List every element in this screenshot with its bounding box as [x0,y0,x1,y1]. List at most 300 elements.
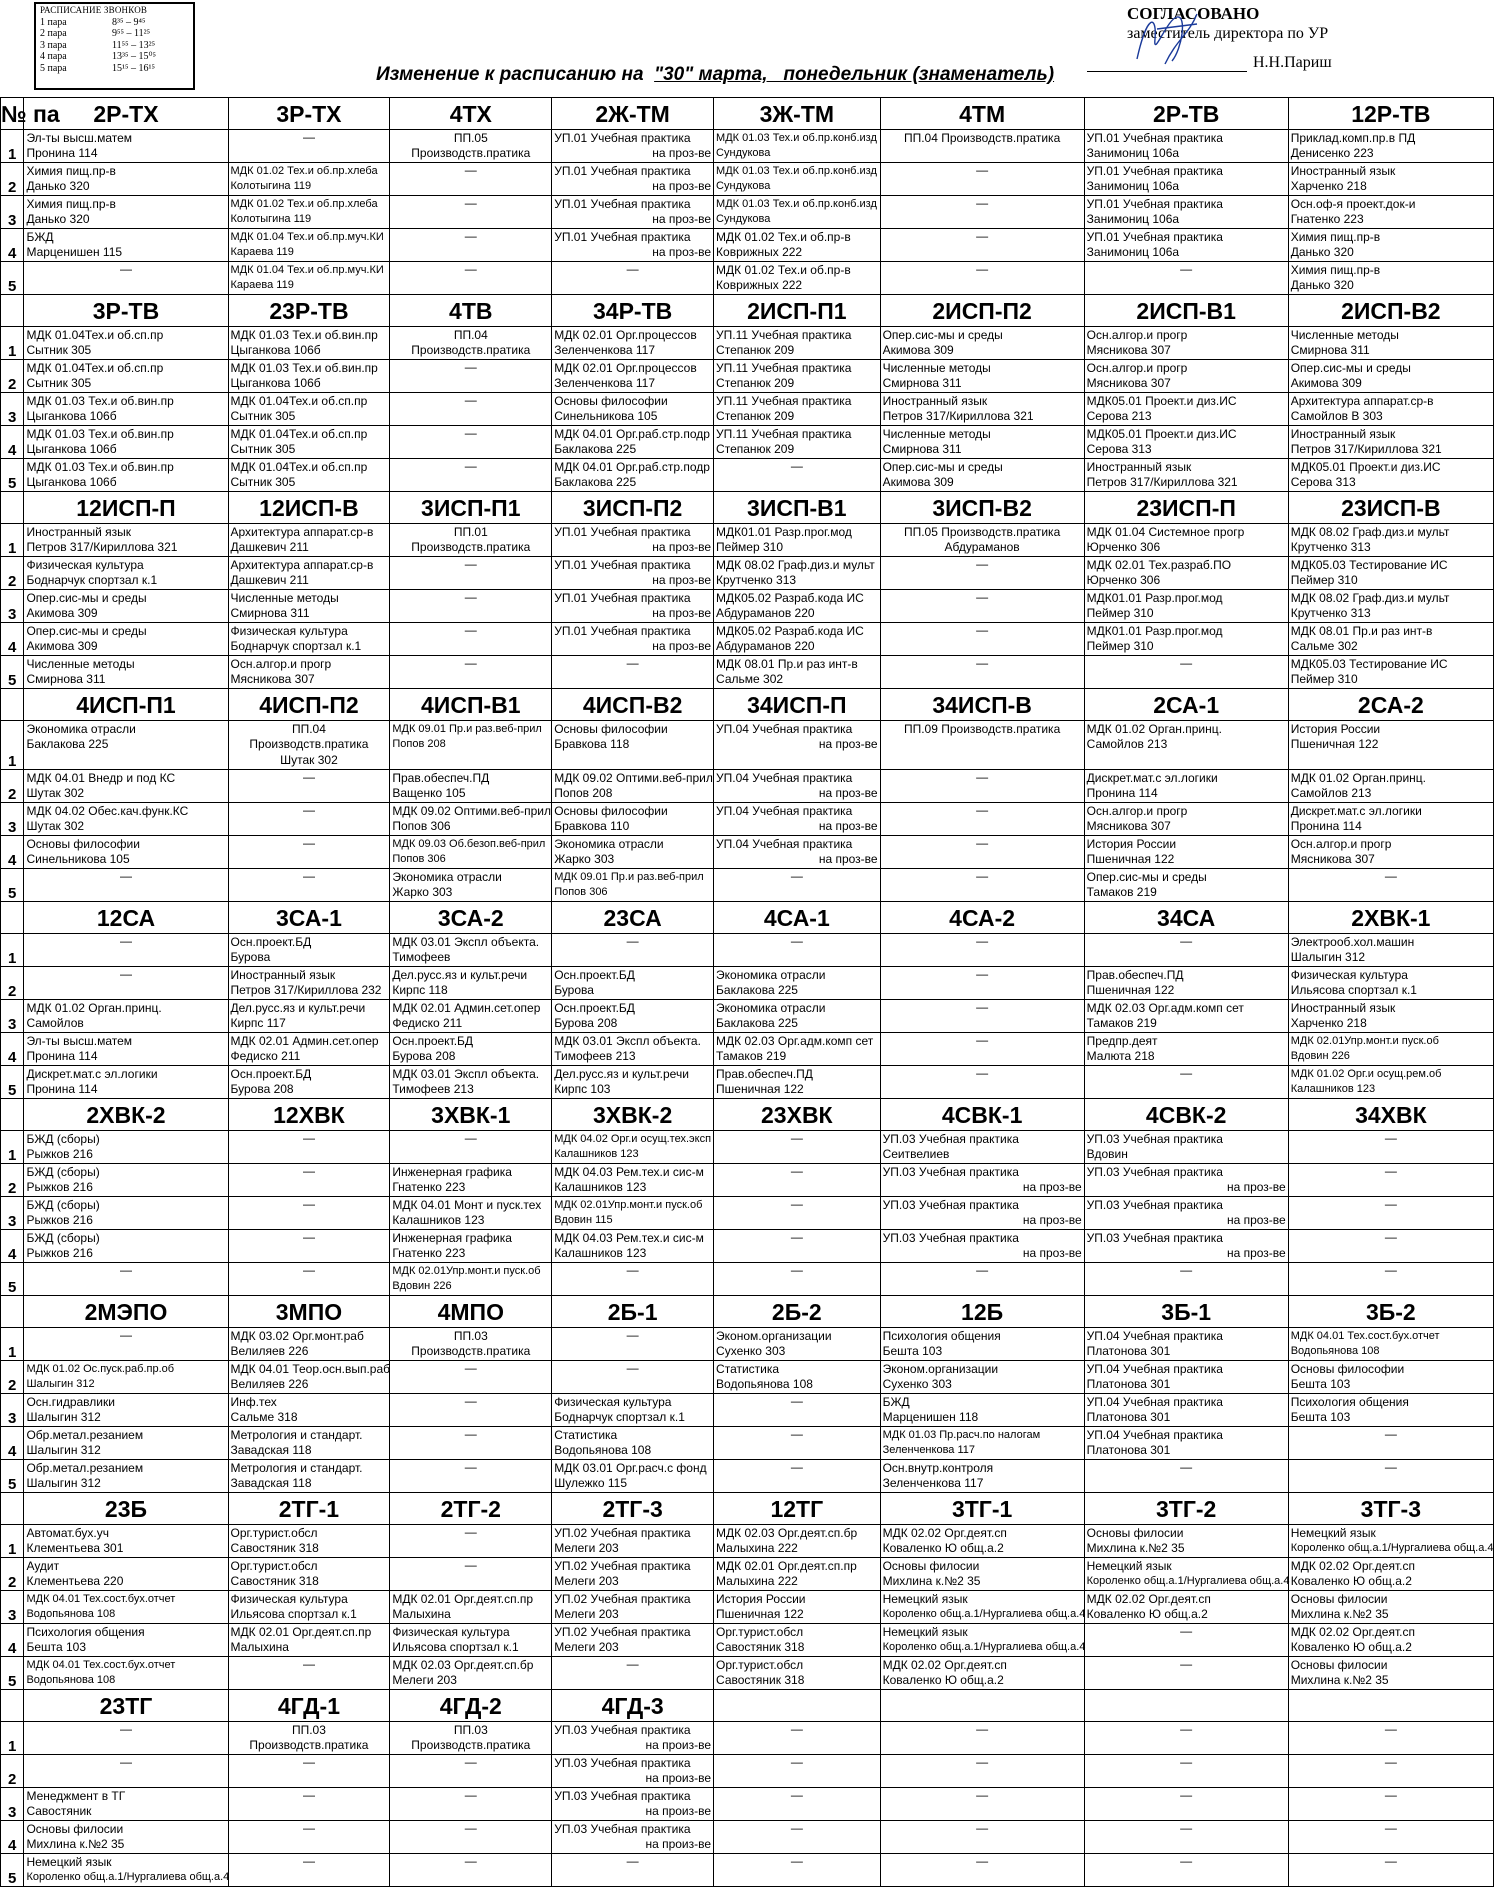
teacher-room: Водопьянова 108 [26,1674,116,1686]
lesson-cell: — [714,869,881,902]
lesson-cell [552,623,714,656]
subject-name: МДК 01.02 Тех.и об.пр.хлеба [230,198,378,210]
lesson-cell [24,1033,228,1066]
lesson-cell [714,524,881,557]
subject-name: Дискрет.мат.с эл.логики [26,1067,158,1081]
subject-name: МДК01.01 Разр.прог.мод [1086,624,1223,638]
pair-number-header [1,1296,24,1328]
lesson-cell [880,1328,1084,1361]
lesson-row [1,130,1494,163]
subject-name: УП.03 Учебная практика [882,1198,1019,1212]
lesson-row [1,1164,1494,1197]
teacher-room: Самойлов [26,1016,84,1030]
lesson-cell [880,393,1084,426]
lesson-cell [552,1197,714,1230]
teacher-room: Завадская 118 [230,1443,312,1457]
group-header-row [1,492,1494,524]
lesson-cell [1084,1558,1288,1591]
subject-name: Осн.алгор.и прогр [1086,804,1188,818]
teacher-room: Баклакова 225 [716,1016,798,1030]
lesson-cell: — [390,229,552,262]
teacher-room: Производств.пратика [411,1738,531,1752]
subject-name: Опер.сис-мы и среды [882,460,1003,474]
lesson-cell [24,1197,228,1230]
subject-name: УП.01 Учебная практика [554,164,691,178]
subject-name: МДК 01.03 Тех.и об.пр.конб.изд [716,198,877,210]
lesson-row [1,1197,1494,1230]
lesson-cell: — [390,262,552,295]
subject-name: УП.02 Учебная практика [554,1526,691,1540]
subject-name: Иностранный язык [1290,164,1396,178]
lesson-cell [714,1525,881,1558]
subject-name: УП.03 Учебная практика [1086,1132,1223,1146]
subject-name: История России [1290,722,1381,736]
lesson-cell [390,1230,552,1263]
lesson-cell [880,1624,1084,1657]
teacher-room: Тимофеев 213 [392,1082,474,1096]
lesson-cell [24,1164,228,1197]
lesson-cell: — [24,1263,228,1296]
subject-name: МДК 01.04Тех.и об.сп.пр [26,328,164,342]
subject-name: Основы философии [1290,1362,1405,1376]
lesson-cell [228,1558,390,1591]
subject-name: Осн.оф-я проект.док-и [1290,197,1416,211]
subject-name: МДК 04.02 Орг.и осущ.тех.эксп [554,1133,712,1145]
subject-name: УП.03 Учебная практика [554,1723,691,1737]
teacher-room: Бешта 103 [26,1640,87,1654]
lesson-cell [24,1000,228,1033]
lesson-cell [24,196,228,229]
lesson-cell: — [1084,1263,1288,1296]
group-name: 4ИСП-П1 [24,689,228,721]
lesson-cell [1084,1361,1288,1394]
lesson-cell [714,360,881,393]
lesson-cell [714,1000,881,1033]
pair-number-header [1,1099,24,1131]
subject-name: МДК05.01 Проект.и диз.ИС [1086,394,1237,408]
subject-name: МДК 08.02 Граф.диз.и мульт [1290,591,1450,605]
teacher-room: Короленко общ.а.1/Нургалиева общ.а.4 [26,1871,230,1883]
teacher-room: Попов 208 [392,738,446,750]
title-date: "30" марта, [654,64,768,85]
lesson-cell [714,196,881,229]
subject-name: МДК 01.02 Тех.и об.пр.хлеба [230,165,378,177]
teacher-room: Коврижных 222 [716,245,803,259]
teacher-room: Зеленченкова 117 [882,1476,984,1490]
lesson-cell [552,426,714,459]
subject-name: Инженерная графика [392,1231,512,1245]
teacher-room: Савостяник 318 [230,1574,319,1588]
subject-name: Орг.турист.обсл [230,1526,318,1540]
lesson-cell [1288,163,1493,196]
lesson-cell: — [552,262,714,295]
group-header-row [1,1296,1494,1328]
lesson-cell: — [880,656,1084,689]
subject-name: Экономика отрасли [26,722,136,736]
subject-name: Иностранный язык [230,968,336,982]
teacher-room: на проз-ве [818,852,878,866]
teacher-room: Платонова 301 [1086,1443,1171,1457]
pair-number: 2 [1,360,24,393]
lesson-cell [1288,262,1493,295]
group-name: 3Р-ТВ [24,295,228,327]
teacher-room: Федиско 211 [230,1049,301,1063]
lesson-row [1,229,1494,262]
teacher-room: Баклакова 225 [26,737,109,751]
lesson-cell: — [228,1821,390,1854]
lesson-cell: — [390,196,552,229]
lesson-cell [714,967,881,1000]
lesson-cell: — [24,869,228,902]
subject-name: Обр.метал.резанием [26,1428,144,1442]
lesson-row [1,1361,1494,1394]
bell-time: 8³⁵ – 9⁴⁵ [112,16,146,28]
pair-number: 3 [1,590,24,623]
subject-name: МДК 04.02 Обес.кач.функ.КС [26,804,189,818]
lesson-cell [880,1525,1084,1558]
lesson-cell [552,967,714,1000]
subject-name: Дискрет.мат.с эл.логики [1290,804,1422,818]
pair-number: 3 [1,393,24,426]
subject-name: МДК 02.02 Орг.деят.сп [1290,1559,1415,1573]
subject-name: МДК 02.01 Орг.процессов [554,328,697,342]
lesson-row [1,623,1494,656]
teacher-room: Караева 119 [230,246,294,258]
lesson-cell: — [228,1230,390,1263]
lesson-cell [552,1394,714,1427]
lesson-row [1,869,1494,902]
subject-name: Осн.проект.БД [554,968,635,982]
lesson-cell [880,524,1084,557]
lesson-cell: — [1084,1460,1288,1493]
lesson-cell [1084,1000,1288,1033]
teacher-room: Бурова 208 [392,1049,456,1063]
pair-number: 5 [1,262,24,295]
teacher-room: Пшеничная 122 [1290,737,1379,751]
teacher-room: Клементьева 301 [26,1541,124,1555]
teacher-room: Данько 320 [26,179,90,193]
group-name [880,1690,1084,1722]
teacher-room: на проз-ве [652,212,712,226]
lesson-cell [390,803,552,836]
group-name: 4ГД-2 [390,1690,552,1722]
teacher-room: на произ-ве [645,1837,712,1851]
lesson-row [1,1328,1494,1361]
teacher-room: Вдовин 226 [392,1280,452,1292]
teacher-room: Тамаков 219 [1086,885,1157,899]
teacher-room: Пшеничная 122 [716,1082,804,1096]
lesson-cell [1084,393,1288,426]
teacher-room: Короленко общ.а.1/Нургалиева общ.а.4 [882,1641,1086,1653]
lesson-cell [1084,360,1288,393]
bell-time: 13³⁵ – 15⁰⁵ [112,51,156,62]
teacher-room: Михлина к.№2 35 [1290,1607,1389,1621]
lesson-cell [24,360,228,393]
subject-name: Дел.русс.яз и культ.речи [230,1001,366,1015]
lesson-cell [552,524,714,557]
lesson-cell [714,130,881,163]
lesson-row [1,1263,1494,1296]
title-prefix: Изменение к расписанию на [376,64,655,85]
subject-name: МДК 02.03 Орг.адм.комп сет [716,1034,874,1048]
lesson-cell [24,590,228,623]
pair-number: 3 [1,803,24,836]
teacher-room: Степанюк 209 [716,409,795,423]
pair-number: 1 [1,327,24,360]
subject-name: МДК 02.01 Орг.деят.сп.пр [716,1559,857,1573]
teacher-room: Гнатенко 223 [1290,212,1364,226]
teacher-room: Денисенко 223 [1290,146,1374,160]
lesson-cell [24,1558,228,1591]
pair-number-header [1,1690,24,1722]
teacher-room: Сытник 305 [230,409,296,423]
group-name [1084,1690,1288,1722]
lesson-cell [1084,1164,1288,1197]
lesson-cell [552,869,714,902]
lesson-cell: — [390,656,552,689]
subject-name: МДК01.01 Разр.прог.мод [716,525,852,539]
lesson-cell: — [1084,656,1288,689]
teacher-room: Савостяник 318 [716,1673,805,1687]
pair-number-header [1,689,24,721]
teacher-room: Попов 306 [392,819,451,833]
group-name: 3ИСП-В1 [714,492,881,524]
lesson-row [1,524,1494,557]
subject-name: Иностранный язык [26,525,132,539]
lesson-cell: — [880,163,1084,196]
teacher-room: Бурова [230,950,271,964]
lesson-row [1,1624,1494,1657]
teacher-room: Зеленченкова 117 [882,1444,975,1456]
subject-name: Основы филосии [1290,1658,1388,1672]
teacher-room: Савостяник 318 [230,1541,319,1555]
lesson-cell [552,1427,714,1460]
lesson-cell [1084,1131,1288,1164]
subject-name: МДК 09.02 Оптими.веб-прил [554,771,713,785]
teacher-room: Боднарчук спортзал к.1 [554,1410,685,1424]
teacher-room: Дашкевич 211 [230,540,309,554]
lesson-cell: — [880,229,1084,262]
lesson-cell: — [552,1263,714,1296]
lesson-cell [552,1722,714,1755]
subject-name: МДК 01.04 Системное прогр [1086,525,1245,539]
subject-name: ПП.03 [453,1329,488,1343]
teacher-room: Сытник 305 [26,343,92,357]
group-name: 3ИСП-П2 [552,492,714,524]
teacher-room: Мясникова 307 [1086,376,1171,390]
lesson-cell: — [1288,1263,1493,1296]
lesson-cell [24,656,228,689]
lesson-cell [390,934,552,967]
lesson-cell [714,1066,881,1099]
lesson-cell [1084,1230,1288,1263]
lesson-cell [1084,623,1288,656]
subject-name: МДК05.02 Разраб.кода ИС [716,624,864,638]
teacher-room: на проз-ве [818,737,878,751]
teacher-room: Коваленко Ю общ.а.2 [1290,1640,1412,1654]
teacher-room: Серова 313 [1086,442,1152,456]
lesson-cell: — [390,623,552,656]
lesson-cell [228,656,390,689]
lesson-cell: — [390,1558,552,1591]
pair-number: 1 [1,1328,24,1361]
lesson-cell: — [1288,1197,1493,1230]
lesson-cell: — [228,1755,390,1788]
lesson-cell: — [228,869,390,902]
subject-name: Дел.русс.яз и культ.речи [392,968,528,982]
subject-name: Экономика отрасли [554,837,664,851]
teacher-room: на проз-ве [1226,1246,1286,1260]
subject-name: УП.03 Учебная практика [882,1231,1019,1245]
teacher-room: на проз-ве [652,146,712,160]
lesson-cell [24,803,228,836]
teacher-room: Данько 320 [26,212,90,226]
teacher-room: Шалыгин 312 [26,1378,95,1390]
lesson-cell: — [228,803,390,836]
teacher-room: Кирпс 103 [554,1082,611,1096]
lesson-cell: — [880,967,1084,1000]
lesson-cell [1288,934,1493,967]
lesson-cell [1288,1558,1493,1591]
teacher-room: Сундукова [716,147,771,159]
lesson-cell: — [1084,1722,1288,1755]
subject-name: УП.02 Учебная практика [554,1559,691,1573]
teacher-room: Рыжков 216 [26,1180,93,1194]
lesson-cell: — [714,1788,881,1821]
lesson-cell [714,262,881,295]
lesson-cell [228,1394,390,1427]
subject-name: Архитектура аппарат.ср-в [230,525,374,539]
subject-name: Автомат.бух.уч [26,1526,109,1540]
lesson-cell [552,836,714,869]
teacher-room: Михлина к.№2 35 [882,1574,981,1588]
teacher-room: Малыхина 222 [716,1541,798,1555]
lesson-cell [714,590,881,623]
teacher-room: Водопьянова 108 [716,1377,813,1391]
pair-number: 3 [1,1000,24,1033]
lesson-cell [390,721,552,770]
teacher-room: Гнатенко 223 [392,1180,466,1194]
lesson-cell: — [1084,1657,1288,1690]
subject-name: Физическая культура [26,558,144,572]
subject-name: МДК 04.03 Рем.тех.и сис-м [554,1231,704,1245]
subject-name: МДК 08.02 Граф.диз.и мульт [716,558,875,572]
subject-name: Метрология и стандарт. [230,1461,363,1475]
lesson-cell [228,934,390,967]
teacher-room: Калашников 123 [392,1213,485,1227]
subject-name: УП.01 Учебная практика [1086,197,1223,211]
subject-name: Прав.обеспеч.ПД [1086,968,1184,982]
lesson-row [1,803,1494,836]
bell-schedule-title: РАСПИСАНИЕ ЗВОНКОВ [40,5,148,15]
pair-number-header: № па [1,98,24,130]
bell-row [40,40,189,52]
subject-name: Физическая культура [554,1395,672,1409]
lesson-cell: — [880,590,1084,623]
lesson-cell: — [390,1394,552,1427]
lesson-cell [714,1591,881,1624]
teacher-room: Тамаков 219 [716,1049,787,1063]
subject-name: Предпр.деят [1086,1034,1158,1048]
approval-title: СОГЛАСОВАНО [1127,4,1260,23]
lesson-cell [228,967,390,1000]
subject-name: Немецкий язык [882,1625,968,1639]
subject-name: УП.02 Учебная практика [554,1592,691,1606]
teacher-room: Сухенко 303 [716,1344,786,1358]
pair-number: 3 [1,1394,24,1427]
lesson-row [1,1591,1494,1624]
page-title [376,64,1054,86]
group-name: 3ХВК-2 [552,1099,714,1131]
lesson-cell [1288,803,1493,836]
lesson-row [1,1525,1494,1558]
lesson-row [1,459,1494,492]
lesson-cell [552,1755,714,1788]
teacher-room: Крутченко 313 [1290,606,1371,620]
teacher-room: на проз-ве [1226,1213,1286,1227]
subject-name: УП.03 Учебная практика [882,1132,1019,1146]
lesson-cell: — [880,1788,1084,1821]
subject-name: Экономика отрасли [716,968,826,982]
lesson-cell [24,163,228,196]
group-name: 3Б-2 [1288,1296,1493,1328]
subject-name: БЖД (сборы) [26,1198,100,1212]
group-header-row [1,98,1494,130]
pair-number-header [1,295,24,327]
subject-name: Опер.сис-мы и среды [26,624,147,638]
subject-name: МДК 01.03 Пр.расч.по налогам [882,1429,1041,1441]
group-name: 2Б-2 [714,1296,881,1328]
teacher-room: Боднарчук спортзал к.1 [230,639,362,653]
subject-name: Осн.алгор.и прогр [1086,361,1188,375]
group-name: 2ТГ-3 [552,1493,714,1525]
subject-name: МДК05.02 Разраб.кода ИС [716,591,864,605]
lesson-cell [880,1131,1084,1164]
lesson-cell [1084,1525,1288,1558]
subject-name: МДК 01.02 Ос.пуск.раб.пр.об [26,1363,175,1375]
subject-name: МДК 01.02 Тех.и об.пр-в [716,263,851,277]
lesson-cell: — [1084,934,1288,967]
pair-number: 4 [1,1427,24,1460]
group-name: 34ИСП-В [880,689,1084,721]
subject-name: Осн.гидравлики [26,1395,115,1409]
lesson-cell: — [552,934,714,967]
bell-pair: 5 пара [40,62,67,74]
teacher-room: на проз-ве [1022,1246,1082,1260]
lesson-cell [228,1525,390,1558]
lesson-cell [1288,557,1493,590]
lesson-cell: — [880,836,1084,869]
subject-name: МДК 01.03 Тех.и об.вин.пр [26,427,174,441]
lesson-cell: — [714,1722,881,1755]
subject-name: МДК 01.04Тех.и об.сп.пр [230,427,368,441]
subject-name: Инф.тех [230,1395,277,1409]
lesson-cell: — [880,934,1084,967]
group-name: 2ТГ-1 [228,1493,390,1525]
teacher-room: Ильясова спортзал к.1 [392,1640,519,1654]
lesson-cell [880,1460,1084,1493]
subject-name: Архитектура аппарат.ср-в [230,558,374,572]
lesson-row [1,196,1494,229]
lesson-cell: — [228,1788,390,1821]
lesson-row [1,262,1494,295]
subject-name: Химия пищ.пр-в [26,197,116,211]
lesson-cell: — [390,459,552,492]
lesson-cell: — [880,196,1084,229]
teacher-room: Гнатенко 223 [392,1246,466,1260]
pair-number: 3 [1,1788,24,1821]
pair-number: 4 [1,1624,24,1657]
